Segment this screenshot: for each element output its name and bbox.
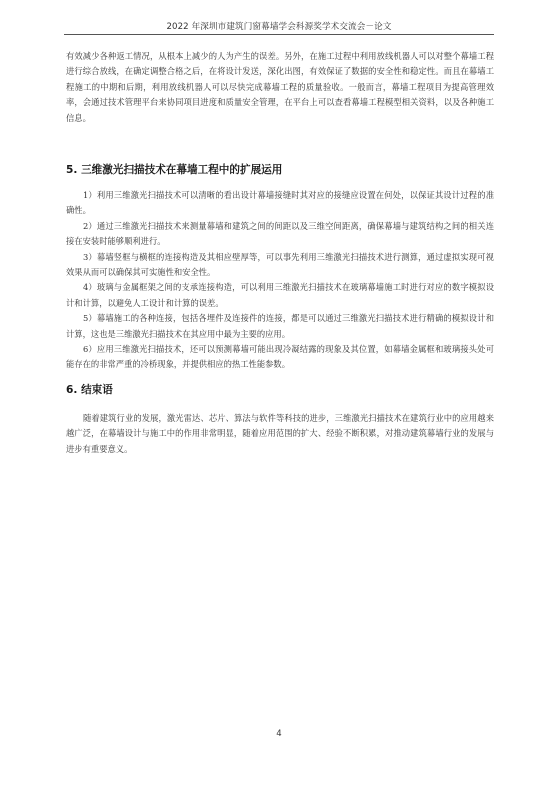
continuation-paragraph-block [66, 49, 494, 126]
list-item: 2）通过三维激光扫描技术来测量幕墙和建筑之间的间距以及三维空间距离，确保幕墙与建筑结构之间的相关连接在安装时能够顺利进行。 [66, 220, 494, 247]
running-header: 2022 年深圳市建筑门窗幕墙学会科源奖学术交流会－论文 [166, 22, 392, 32]
list-item: 4）玻璃与金属框架之间的支承连接构造，可以利用三维激光扫描技术在玻璃幕墙施工时进行对应的数字模拟设计和计算，以避免人工设计和计算的误差。 [66, 282, 494, 308]
section-5-heading: 5. 三维激光扫描技术在幕墙工程中的扩展运用 [66, 164, 283, 176]
section-5-list [66, 188, 494, 373]
continuation-paragraph: 有效减少各种返工情况，从根本上减少的人为产生的误差。另外，在施工过程中利用放线机器人可以对整个幕墙工程进行综合放线，在确定调整合格之后，在将设计发送，深化出图，有效保证了数据的安全性和稳定性。而且在幕墙工程施工的中期和后期，利用放线机器人可以尽快完成幕墙工程的质量验收。一般而言，幕墙工程项目为提高管理效率，会通过技术管理平台来协同项目进度和质量安全管理，在平台上可以查看幕墙工程模型相关资料，以及各种施工信息。 [66, 51, 494, 123]
header-divider [64, 34, 494, 35]
list-item: 5）幕墙施工的各种连接，包括各埋件及连接件的连接，都是可以通过三维激光扫描技术进行精确的模拟设计和计算，这也是三维激光扫描技术在其应用中最为主要的应用。 [66, 313, 494, 339]
list-item: 6）应用三维激光扫描技术，还可以预测幕墙可能出现冷凝结露的现象及其位置，如幕墙金属框和玻璃接头处可能存在的非常严重的冷桥现象，并提供相应的热工性能参数。 [66, 344, 494, 370]
section-6-body [66, 411, 494, 457]
list-item: 3）幕墙竖框与横框的连接构造及其相应壁厚等，可以事先利用三维激光扫描技术进行测算，通过虚拟实现可视效果从而可以确保其可实施性和安全性。 [66, 251, 494, 278]
list-item: 1）利用三维激光扫描技术可以清晰的看出设计幕墙接缝时其对应的接缝应设置在何处，以保证其设计过程的准确性。 [66, 190, 494, 216]
section-6-heading: 6. 结束语 [66, 384, 113, 396]
page-number: 4 [276, 729, 282, 739]
conclusion-paragraph: 随着建筑行业的发展，激光雷达、芯片、算法与软件等科技的进步，三维激光扫描技术在建筑行业中的应用越来越广泛，在幕墙设计与施工中的作用非常明显，随着应用范围的扩大、经验不断积累，对推动建筑幕墙行业的发展与进步有重要意义。 [66, 413, 494, 454]
